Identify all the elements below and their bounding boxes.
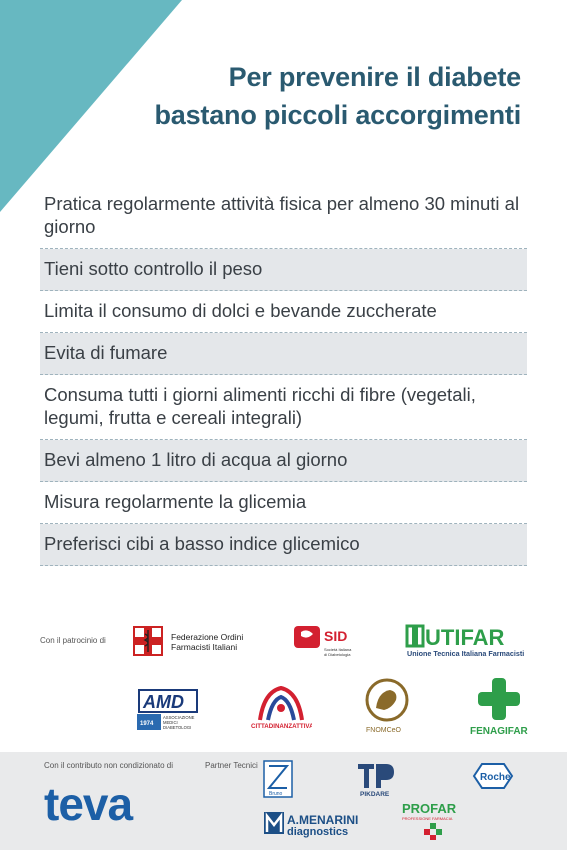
patronage-label: Con il patrocinio di (40, 636, 106, 645)
fnomceo-name: FNOMCeO (366, 727, 401, 734)
fofi-logo (133, 624, 253, 658)
roche-name: Roche (480, 772, 511, 783)
amd-line-1: ASSOCIAZIONE (163, 715, 195, 720)
contribution-label: Con il contributo non condizionato di (44, 761, 173, 770)
tip-item: Preferisci cibi a basso indice glicemico (40, 524, 527, 566)
tip-item: Limita il consumo di dolci e bevande zuccherate (40, 291, 527, 333)
tip-item: Tieni sotto controllo il peso (40, 249, 527, 291)
profar-line-2: FARMACIA (432, 816, 453, 821)
tip-item: Evita di fumare (40, 333, 527, 375)
tip-item: Bevi almeno 1 litro di acqua al giorno (40, 440, 527, 482)
sid-line-2: di Diabetologia (324, 652, 351, 657)
amd-line-2: MEDICI (163, 720, 178, 725)
cittadinanzattiva-name: CITTADINANZATTIVA (251, 723, 312, 730)
sid-name: SID (324, 628, 348, 644)
bruno-logo (263, 760, 293, 798)
utifar-logo (405, 622, 531, 660)
teva-name: teva (44, 780, 133, 828)
menarini-line-2: diagnostics (287, 826, 349, 838)
profar-line-1: PROFESSIONE (402, 816, 431, 821)
profar-logo (402, 800, 468, 840)
roche-logo (468, 762, 518, 790)
menarini-line-1: A.MENARINI (287, 813, 359, 827)
cittadinanzattiva-logo (250, 682, 312, 732)
title-line-2: bastano piccoli accorgimenti (154, 100, 521, 130)
fenagifar-logo (470, 676, 528, 738)
tip-item: Misura regolarmente la glicemia (40, 482, 527, 524)
pikdare-name: PIKDARE (360, 791, 390, 798)
partner-label: Partner Tecnici (205, 761, 258, 770)
utifar-name: UTIFAR (425, 625, 505, 650)
page-title (155, 58, 522, 134)
tips-list (40, 184, 527, 566)
utifar-subtitle: Unione Tecnica Italiana Farmacisti (407, 649, 525, 658)
fnomceo-logo (362, 678, 412, 736)
amd-line-3: DIABETOLOGI (163, 725, 192, 730)
profar-name: PROFAR (402, 801, 457, 816)
fofi-line-2: Farmacisti Italiani (171, 642, 238, 652)
sid-line-1: Società Italiana (324, 647, 352, 652)
bruno-name: Bruno (269, 791, 283, 797)
fenagifar-name: FENAGIFAR (470, 726, 528, 737)
title-line-1: Per prevenire il diabete (228, 62, 521, 92)
amd-year: 1974 (140, 721, 154, 727)
tip-item: Consuma tutti i giorni alimenti ricchi di fibre (vegetali, legumi, frutta e cereali integrali) (40, 375, 527, 440)
amd-name: AMD (143, 692, 184, 712)
sid-logo (293, 624, 355, 660)
teva-logo (44, 780, 166, 828)
amd-logo (135, 688, 201, 732)
menarini-logo (263, 806, 373, 838)
pikdare-logo (356, 762, 396, 798)
fofi-line-1: Federazione Ordini (171, 632, 244, 642)
tip-item: Pratica regolarmente attività fisica per almeno 30 minuti al giorno (40, 184, 527, 249)
